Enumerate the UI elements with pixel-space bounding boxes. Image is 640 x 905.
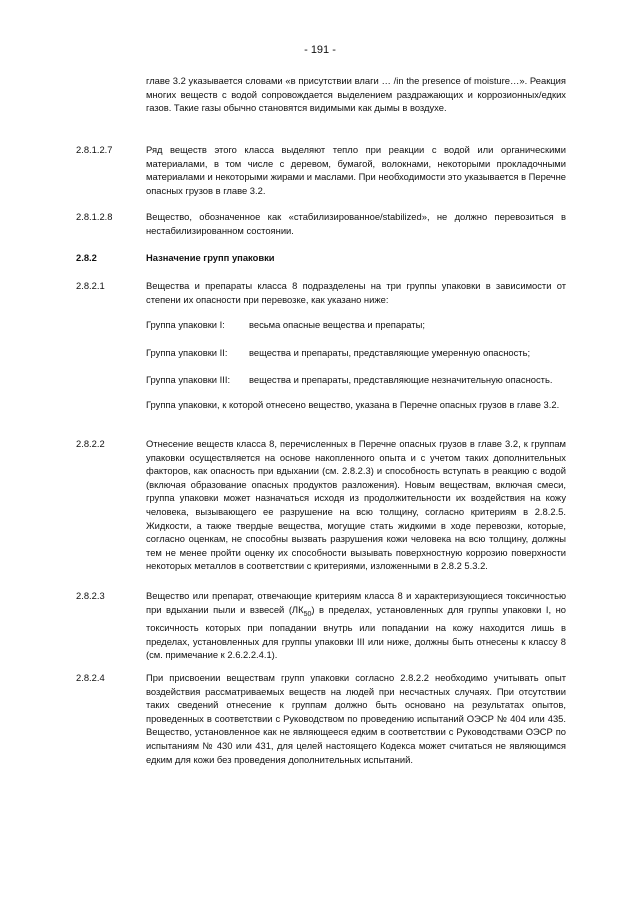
section-number: 2.8.2.3: [76, 590, 105, 601]
section-2-8-2-3: [76, 589, 566, 662]
packing-group-label: Группа упаковки II:: [146, 347, 228, 358]
packing-group-label: Группа упаковки I:: [146, 319, 225, 330]
subscript: 50: [303, 610, 312, 618]
section-number: 2.8.1.2.8: [76, 211, 113, 222]
packing-group-row: [146, 346, 566, 360]
heading-2-8-2: [76, 251, 566, 265]
section-2-8-1-2-8: [76, 210, 566, 237]
packing-group-desc: вещества и препараты, представляющие незначительную опасность.: [249, 374, 553, 385]
intro-paragraph: [76, 74, 566, 115]
section-number: 2.8.2: [76, 252, 97, 263]
section-number: 2.8.2.1: [76, 280, 105, 291]
section-text: Отнесение веществ класса 8, перечисленных в Перечне опасных грузов в главе 3.2, к группам упаковки осуществляется на основе накопленного опыта и с учетом таких дополнительных факторов, как опасность при вдыхании (см. 2.8.2.3) и способность вступать в реакцию с водой (включая образование опасных продуктов разложения). Новым веществам, включая смеси, группа упаковки может назначаться исходя из продолжительности их воздействия на кожу человека, вызывающего ее разрушение на всю толщину, согласно критериям в 2.8.2.5. Жидкости, а также твердые вещества, могущие стать жидкими в ходе перевозки, которые, согласно оценкам, не способны вызвать разрушения кожи человека на всю толщину, должны тем не менее пройти оценку их способности вызывать поверхностную коррозию поверхности некоторых металлов в соответствии с критериями, изложенными в 2.8.2 5.3.2.: [146, 438, 566, 572]
section-number: 2.8.2.2: [76, 438, 105, 449]
section-2-8-1-2-7: [76, 143, 566, 197]
section-text: Ряд веществ этого класса выделяют тепло при реакции с водой или органическими материалами, в том числе с деревом, бумагой, волокнами, некоторыми прокладочными материалами и некоторыми жирами и маслами. При необходимости это указывается в Перечне опасных грузов в главе 3.2.: [146, 144, 567, 196]
section-text: При присвоении веществам групп упаковки согласно 2.8.2.2 необходимо учитывать опыт воздействия рассматриваемых веществ на людей при несчастных случаях. При отсутствии таких сведений отнесение к группам должно быть основано на результатах опытов, проведенных в соответствии с Руководством по проведению испытаний ОЭСР № 404 или 435. Вещество, установленное как не являющееся едким в соответствии с Руководствами ОЭСР по испытаниям № 430 или 431, для целей настоящего Кодекса может считаться не являющимся едким для кожи без проведения дополнительных испытаний.: [146, 672, 566, 765]
packing-group-row: [146, 318, 566, 332]
packing-group-label: Группа упаковки III:: [146, 374, 231, 385]
section-2-8-2-2: [76, 437, 566, 573]
section-number: 2.8.1.2.7: [76, 144, 113, 155]
intro-text: главе 3.2 указывается словами «в присутствии влаги … /in the presence of moisture…». Реакция многих веществ с водой сопровождается выделением раздражающих и коррозионных/едких газов. Такие газы обычно становятся видимыми как дымы в воздухе.: [146, 75, 566, 114]
section-2-8-2-1-after: [76, 398, 566, 412]
page-number: - 191 -: [304, 44, 336, 56]
section-text: Группа упаковки, к которой отнесено вещество, указана в Перечне опасных грузов в главе 3.2.: [146, 399, 560, 410]
section-number: 2.8.2.4: [76, 672, 105, 683]
packing-group-row: [146, 373, 566, 387]
section-text: Вещество, обозначенное как «стабилизированное/stabilized», не должно перевозиться в нестабилизированном состоянии.: [146, 211, 566, 236]
section-text: Вещества и препараты класса 8 подразделены на три группы упаковки в зависимости от степени их опасности при перевозке, как указано ниже:: [146, 280, 566, 305]
section-2-8-2-1: [76, 279, 566, 306]
section-text: [146, 589, 566, 662]
section-2-8-2-4: [76, 671, 566, 766]
packing-group-desc: вещества и препараты, представляющие умеренную опасность;: [249, 347, 531, 358]
section-text-part: Вещество или препарат, отвечающие критериям класса 8 и характеризующиеся токсичностью при вдыхании пыли и взвесей (ЛК: [146, 590, 566, 615]
packing-group-desc: весьма опасные вещества и препараты;: [249, 319, 425, 330]
section-heading: Назначение групп упаковки: [146, 252, 275, 263]
section-text-part: ) в пределах, установленных для группы упаковки I, но токсичность которых при попадании внутрь или попадании на кожу находится лишь в пределах, установленных для группы упаковки III или ниже, должны быть отнесены к классу 8 (см. примечание к 2.6.2.2.4.1).: [146, 603, 566, 661]
